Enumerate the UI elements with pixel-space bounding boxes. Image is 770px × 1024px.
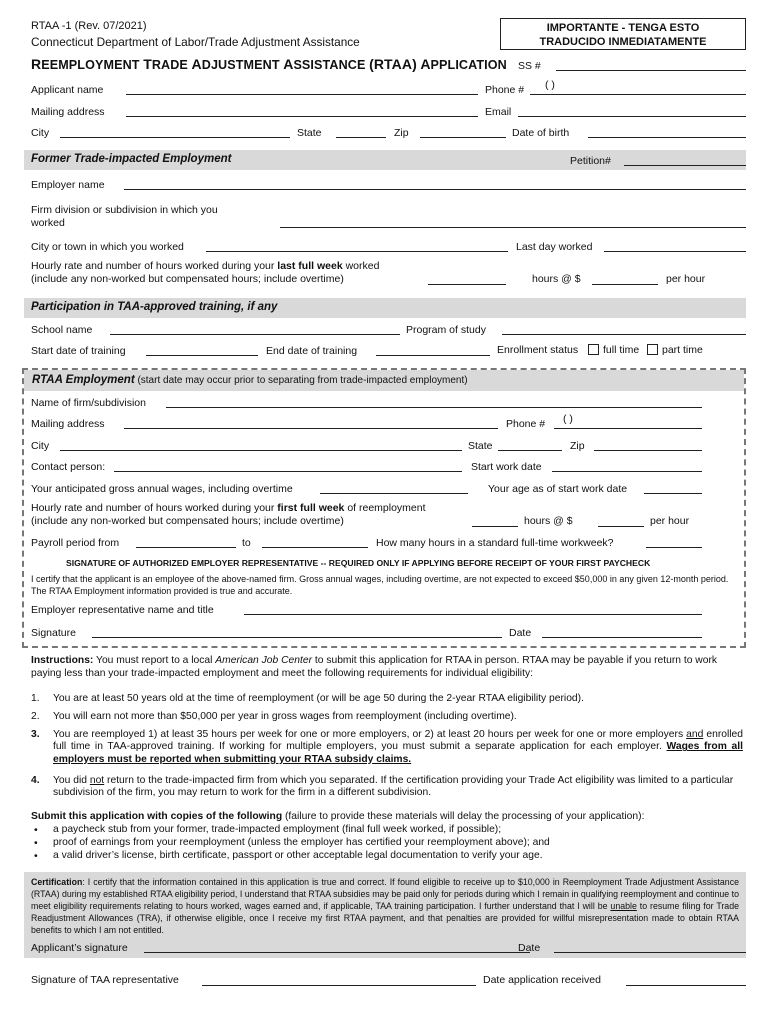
rtaa-zip-field[interactable] [594, 450, 702, 451]
full-time-checkbox[interactable] [588, 344, 599, 355]
employer-certify-text: I certify that the applicant is an employee of the above-named firm. Gross annual wages, including overtime, are not expected to exceed $50,000 in any given 12-month period. The RTAA Employment information provided is true and accurate. [31, 574, 729, 596]
program-label: Program of study [406, 324, 486, 336]
bullet-1: • [34, 824, 38, 836]
rep-name-field[interactable] [244, 614, 702, 615]
firm-division-label1: Firm division or subdivision in which you [31, 204, 218, 216]
city-field[interactable] [60, 137, 290, 138]
training-start-label: Start date of training [31, 345, 126, 357]
item-3-text: You are reemployed 1) at least 35 hours per week for one or more employers, or 2) at least 20 hours per week for one or more employers and enrolled full time in TAA-approved training. If working for multiple employers, you must submit a separate application for each employer. Wages from all employers must be reported when submitting your RTAA subsidy claims. [53, 729, 744, 765]
payroll-from-field[interactable] [136, 547, 236, 548]
rtaa-phone-paren: ( ) [563, 413, 573, 425]
work-city-field[interactable] [206, 251, 508, 252]
applicant-name-label: Applicant name [31, 84, 104, 96]
email-label: Email [485, 106, 512, 118]
applicant-signature-label: Applicant’s signature [31, 942, 128, 954]
state-field[interactable] [336, 137, 386, 138]
rtaa-state-field[interactable] [498, 450, 562, 451]
contact-label: Contact person: [31, 461, 106, 473]
item-2-number: 2. [31, 711, 40, 722]
former-hours-field[interactable] [428, 284, 506, 285]
rtaa-firm-field[interactable] [166, 407, 702, 408]
rtaa-hourly-line2: (include any non-worked but compensated hours; include overtime) [31, 515, 344, 527]
signature-notice: SIGNATURE OF AUTHORIZED EMPLOYER REPRESENTATIVE -- REQUIRED ONLY IF APPLYING BEFORE RECEIPT OF YOUR FIRST PAYCHECK [66, 558, 651, 568]
age-field[interactable] [644, 493, 702, 494]
former-section-title: Former Trade-impacted Employment [31, 153, 232, 165]
item-4-number: 4. [31, 775, 40, 786]
training-end-label: End date of training [266, 345, 358, 357]
city-label: City [31, 127, 50, 139]
rtaa-hours-label: hours @ $ [524, 515, 573, 527]
item-3-number: 3. [31, 729, 40, 740]
item-2-text: You will earn not more than $50,000 per year in gross wages from reemployment (including overtime). [53, 711, 517, 722]
bullet-1-text: a paycheck stub from your former, trade-impacted employment (final full week worked, if possible); [53, 824, 502, 835]
petition-field[interactable] [624, 165, 746, 166]
employer-name-field[interactable] [124, 189, 746, 190]
item-1-number: 1. [31, 693, 40, 704]
employer-date-label: Date [509, 627, 532, 639]
part-time-label: part time [662, 344, 703, 356]
rtaa-firm-label: Name of firm/subdivision [31, 397, 146, 409]
rtaa-per-hour: per hour [650, 515, 690, 527]
work-city-label: City or town in which you worked [31, 241, 184, 253]
rtaa-section-title: RTAA Employment (start date may occur prior to separating from trade-impacted employment) [32, 374, 468, 386]
instructions-text: Instructions: You must report to a local American Job Center to submit this application for RTAA in person. RTAA may be payable if you return to work paying less than your trade-impacted employment and meet the following requirements for individual eligibility: [31, 655, 718, 679]
petition-label: Petition# [570, 155, 611, 167]
contact-field[interactable] [114, 471, 462, 472]
bullet-3-text: a valid driver’s license, birth certificate, passport or other acceptable legal documentation to verify your age. [53, 850, 543, 861]
enrollment-label: Enrollment status [497, 344, 579, 356]
mailing-address-field[interactable] [126, 116, 478, 117]
rtaa-zip-label: Zip [570, 440, 585, 452]
training-bar [24, 298, 746, 318]
school-name-field[interactable] [110, 334, 400, 335]
form-id: RTAA -1 (Rev. 07/2021) [31, 20, 147, 32]
mailing-address-label: Mailing address [31, 106, 105, 118]
zip-label: Zip [394, 127, 409, 139]
taa-signature-field[interactable] [202, 985, 476, 986]
start-work-field[interactable] [552, 471, 702, 472]
ss-label: SS # [518, 60, 541, 72]
rtaa-phone-field[interactable] [554, 428, 702, 429]
wages-field[interactable] [320, 493, 468, 494]
ss-field[interactable] [556, 70, 746, 71]
certification-box [24, 872, 746, 958]
dob-field[interactable] [588, 137, 746, 138]
training-end-field[interactable] [376, 355, 490, 356]
date-received-label: Date application received [483, 974, 601, 986]
employer-name-label: Employer name [31, 179, 105, 191]
firm-division-field[interactable] [280, 227, 746, 228]
last-day-label: Last day worked [516, 241, 593, 253]
former-hourly-line1: Hourly rate and number of hours worked during your last full week worked [31, 260, 380, 272]
applicant-signature-field[interactable] [144, 952, 530, 953]
important-line2: TRADUCIDO INMEDIATAMENTE [539, 36, 707, 48]
rtaa-hours-field[interactable] [472, 526, 518, 527]
bullet-2: • [34, 837, 38, 849]
rtaa-rate-field[interactable] [598, 526, 644, 527]
former-hourly-line2: (include any non-worked but compensated hours; include overtime) [31, 273, 344, 285]
department-name: Connecticut Department of Labor/Trade Adjustment Assistance [31, 35, 360, 49]
certification-text: Certification: I certify that the information contained in this application is true and correct. If found eligible to receive up to $10,000 in Reemployment Trade Adjustment Assistance (RTAA) during my established RTAA eligibility period, I understand that RTAA subsidies may be paid only for periods during which I remain in qualifying reemployment and continue to meet eligibility requirements relating to hours worked, wages earned and, if applicable, TAA training participation. I further understand that I will be unable to resume filing for Trade Readjustment Allowances (TRA), if otherwise eligible, once I receive my first RTAA payment, and that penalties are provided for willful misrepresentation made to obtain RTAA benefits to which I am not entitled. [31, 877, 739, 935]
rtaa-mailing-field[interactable] [124, 428, 498, 429]
start-work-label: Start work date [471, 461, 542, 473]
item-4-text: You did not return to the trade-impacted firm from which you separated. If the certification providing your Trade Act eligibility was limited to a particular subdivision of the firm, you may return to work for the firm in a different subdivision. [53, 775, 734, 799]
employer-signature-label: Signature [31, 627, 76, 639]
payroll-from-label: Payroll period from [31, 537, 120, 549]
bullet-2-text: proof of earnings from your reemployment (unless the employer has certified your reemployment above); and [53, 837, 550, 848]
rtaa-state-label: State [468, 440, 493, 452]
last-day-field[interactable] [604, 251, 746, 252]
zip-field[interactable] [420, 137, 506, 138]
phone-paren: ( ) [545, 79, 555, 91]
former-per-hour: per hour [666, 273, 706, 285]
age-label: Your age as of start work date [488, 483, 628, 495]
part-time-checkbox[interactable] [647, 344, 658, 355]
applicant-date-field[interactable] [554, 952, 746, 953]
training-start-field[interactable] [146, 355, 258, 356]
submit-text: Submit this application with copies of the following (failure to provide these materials will delay the processing of your application): [31, 811, 645, 822]
date-received-field[interactable] [626, 985, 746, 986]
important-line1: IMPORTANTE - TENGA ESTO [546, 22, 700, 34]
workweek-label: How many hours in a standard full-time workweek? [376, 537, 614, 549]
payroll-to-field[interactable] [262, 547, 368, 548]
rtaa-hourly-line1: Hourly rate and number of hours worked during your first full week of reemployment [31, 502, 426, 514]
rtaa-city-label: City [31, 440, 50, 452]
email-field[interactable] [518, 116, 746, 117]
applicant-date-label: Date [518, 942, 541, 954]
phone-label: Phone # [485, 84, 525, 96]
employer-signature-field[interactable] [92, 637, 502, 638]
important-notice [500, 18, 746, 50]
workweek-field[interactable] [646, 547, 702, 548]
rep-name-label: Employer representative name and title [31, 604, 214, 616]
applicant-name-field[interactable] [126, 94, 478, 95]
wages-label: Your anticipated gross annual wages, including overtime [31, 483, 293, 495]
program-field[interactable] [502, 334, 746, 335]
former-employment-bar [24, 150, 746, 170]
full-time-label: full time [603, 344, 640, 356]
rtaa-mailing-label: Mailing address [31, 418, 105, 430]
training-section-title: Participation in TAA-approved training, if any [31, 301, 278, 313]
former-rate-field[interactable] [592, 284, 658, 285]
payroll-to-label: to [242, 537, 251, 549]
firm-division-label2: worked [31, 217, 65, 229]
rtaa-city-field[interactable] [60, 450, 462, 451]
rtaa-phone-label: Phone # [506, 418, 546, 430]
former-hours-label: hours @ $ [532, 273, 581, 285]
phone-field[interactable] [530, 94, 746, 95]
item-1-text: You are at least 50 years old at the time of reemployment (or will be age 50 during the 2-year RTAA eligibility period). [53, 693, 584, 704]
school-name-label: School name [31, 324, 93, 336]
taa-signature-label: Signature of TAA representative [31, 974, 179, 986]
dob-label: Date of birth [512, 127, 570, 139]
page-title: REEMPLOYMENT TRADE ADJUSTMENT ASSISTANCE (RTAA) APPLICATION [31, 56, 507, 72]
bullet-3: • [34, 850, 38, 862]
rtaa-employment-bar [24, 370, 744, 391]
employer-date-field[interactable] [542, 637, 702, 638]
state-label: State [297, 127, 322, 139]
